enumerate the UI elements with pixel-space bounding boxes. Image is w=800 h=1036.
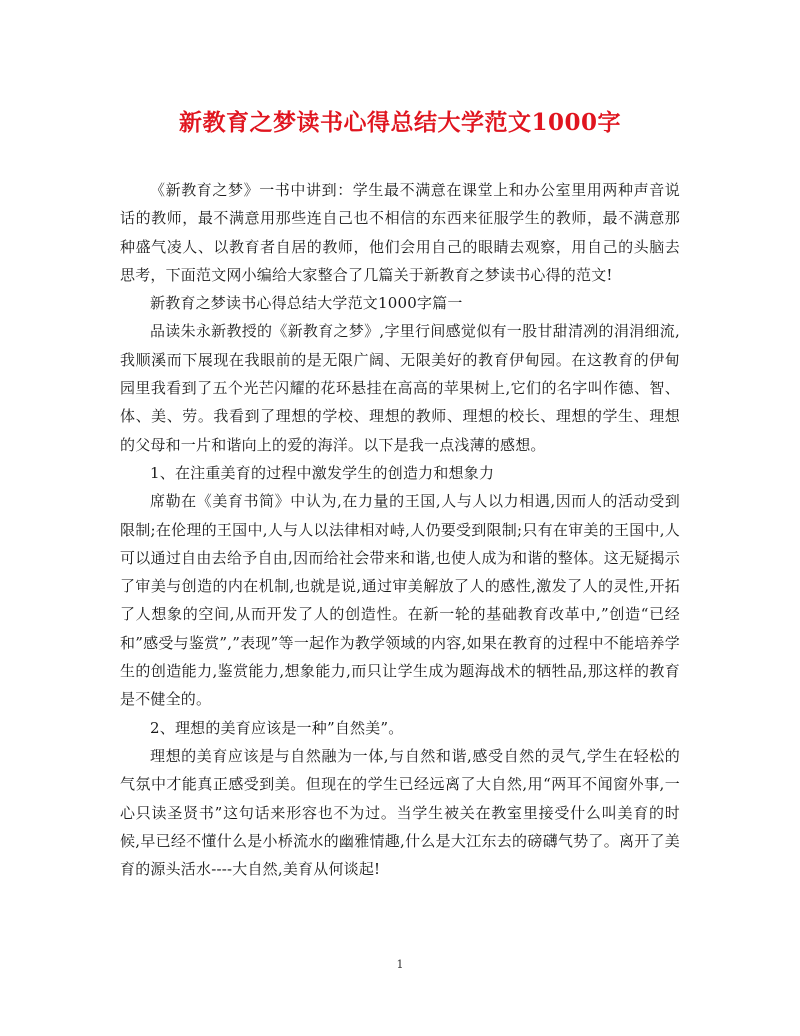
body-paragraph: 理想的美育应该是与自然融为一体,与自然和谐,感受自然的灵气,学生在轻松的气氛中才能真正感受到美。但现在的学生已经远离了大自然,用“两耳不闻窗外事,一心只读圣贤书”这句话来形容也不为过。当学生被关在教室里接受什么叫美育的时候,早已经不懂什么是小桥流水的幽雅情趣,什么是大江东去的磅礴气势了。离开了美育的源头活水----大自然,美育从何谈起! xyxy=(120,746,680,879)
document-body xyxy=(120,176,680,883)
intro-paragraph: 《新教育之梦》一书中讲到：学生最不满意在课堂上和办公室里用两种声音说话的教师，最不满意用那些连自己也不相信的东西来征服学生的教师，最不满意那种盛气凌人、以教育者自居的教师，他们会用自己的眼睛去观察，用自己的头脑去思考，下面范文网小编给大家整合了几篇关于新教育之梦读书心得的范文! xyxy=(120,181,680,284)
subheading-1: 1、在注重美育的过程中激发学生的创造力和想象力 xyxy=(150,463,495,482)
document-title: 新教育之梦读书心得总结大学范文1000字 xyxy=(178,109,621,136)
body-paragraph: 品读朱永新教授的《新教育之梦》,字里行间感觉似有一股甘甜清冽的涓涓细流,我顺溪而下展现在我眼前的是无限广阔、无限美好的教育伊甸园。在这教育的伊甸园里我看到了五个光芒闪耀的花环悬挂在高高的苹果树上,它们的名字叫作德、智、体、美、劳。我看到了理想的学校、理想的教师、理想的校长、理想的学生、理想的父母和一片和谐向上的爱的海洋。以下是我一点浅薄的感想。 xyxy=(120,322,680,454)
subheading-2: 2、理想的美育应该是一种”自然美”。 xyxy=(150,718,404,737)
page-number: 1 xyxy=(396,958,404,971)
section-heading: 新教育之梦读书心得总结大学范文1000字篇一 xyxy=(150,294,463,313)
body-paragraph: 席勒在《美育书简》中认为,在力量的王国,人与人以力相遇,因而人的活动受到限制;在伦理的王国中,人与人以法律相对峙,人仍要受到限制;只有在审美的王国中,人可以通过自由去给予自由,因而给社会带来和谐,也使人成为和谐的整体。这无疑揭示了审美与创造的内在机制,也就是说,通过审美解放了人的感性,激发了人的灵性,开拓了人想象的空间,从而开发了人的创造性。在新一轮的基础教育改革中,”创造“已经和”感受与鉴赏”,”表现”等一起作为教学领域的内容,如果在教育的过程中不能培养学生的创造能力,鉴赏能力,想象能力,而只让学生成为题海战术的牺牲品,那这样的教育是不健全的。 xyxy=(120,492,680,709)
